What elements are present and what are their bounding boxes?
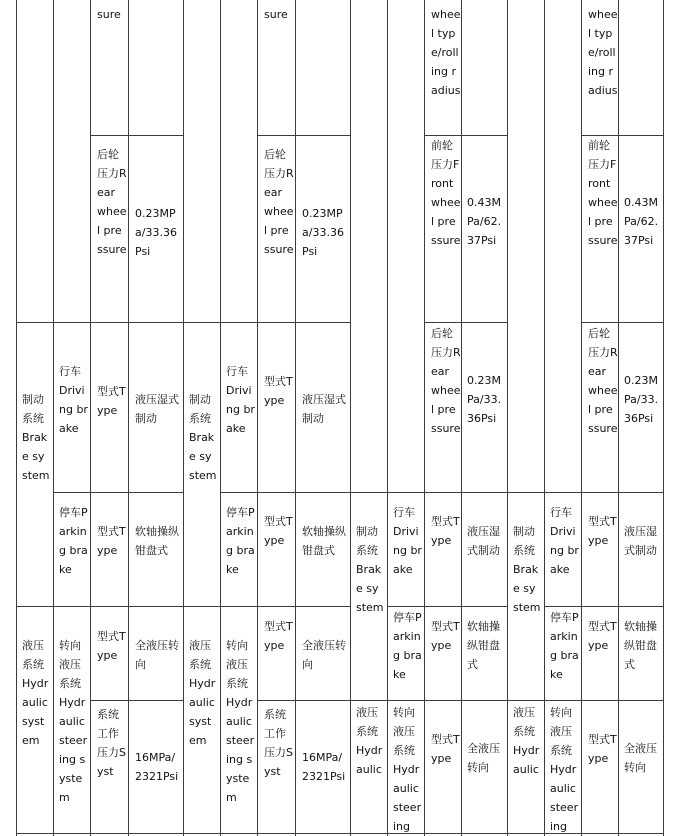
grid-line — [387, 0, 388, 836]
grid-line — [663, 0, 664, 836]
grid-line — [183, 606, 350, 607]
parking-brake-type-label: 型式Type — [431, 620, 460, 652]
grid-line — [295, 0, 296, 836]
front-wheel-pressure-label: 前轮压力Front wheel pressure — [431, 139, 461, 247]
grid-line — [183, 322, 350, 323]
steering-type-value: 全液压转向 — [467, 742, 500, 774]
driving-brake-type-label: 型式Type — [431, 515, 460, 547]
hydraulic-system-label: 液压系统Hydraulic system — [189, 639, 216, 747]
rear-wheel-pressure-value: 0.23MPa/33.36Psi — [467, 374, 502, 425]
driving-brake-type-value: 液压湿式制动 — [624, 525, 657, 557]
grid-line — [90, 0, 91, 836]
wheel-type-fragment: wheel type/rolling radius — [431, 8, 461, 97]
system-pressure-label: 系统工作压力Syst — [264, 708, 293, 778]
parking-brake-type-label: 型式Type — [588, 620, 617, 652]
system-pressure-value: 16MPa/2321Psi — [135, 751, 179, 783]
driving-brake-type-value: 液压湿式制动 — [135, 393, 179, 425]
system-pressure-value: 16MPa/2321Psi — [302, 751, 346, 783]
grid-line — [257, 135, 350, 136]
rear-wheel-pressure-label: 后轮压力Rear wheel pressure — [264, 148, 294, 256]
steering-type-label: 型式Type — [431, 733, 460, 765]
driving-brake-label: 行车Driving brake — [550, 506, 579, 576]
grid-line — [507, 492, 663, 493]
steering-hydraulic-label: 转向液压系统Hydraulic steering system — [226, 639, 255, 804]
tire-pressure-fragment: sure — [264, 8, 288, 21]
grid-line — [128, 0, 129, 836]
driving-brake-type-value: 液压湿式制动 — [302, 393, 346, 425]
rear-wheel-pressure-value: 0.23MPa/33.36Psi — [135, 207, 177, 258]
grid-line — [618, 0, 619, 836]
grid-line — [257, 700, 350, 701]
driving-brake-type-label: 型式Type — [588, 515, 617, 547]
system-pressure-label: 系统工作压力Syst — [97, 708, 126, 778]
front-wheel-pressure-value: 0.43MPa/62.37Psi — [467, 196, 502, 247]
grid-line — [53, 0, 54, 836]
front-wheel-pressure-value: 0.43MPa/62.37Psi — [624, 196, 659, 247]
steering-type-label: 型式Type — [588, 733, 617, 765]
grid-line — [90, 135, 183, 136]
wheel-type-fragment: wheel type/rolling radius — [588, 8, 618, 97]
grid-line — [183, 0, 184, 836]
parking-brake-label: 停车Parking brake — [550, 611, 579, 681]
brake-system-label: 制动系统Brake system — [189, 393, 217, 482]
steering-hydraulic-label: 转向液压系统Hydraulic steering system — [59, 639, 88, 804]
steering-hydraulic-label: 转向液压系统Hydraulic steering — [393, 706, 422, 833]
grid-line — [90, 700, 183, 701]
parking-brake-type-label: 型式Type — [97, 525, 126, 557]
steering-hydraulic-label: 转向液压系统Hydraulic steering — [550, 706, 579, 833]
rear-wheel-pressure-label: 后轮压力Rear wheel pressure — [431, 327, 461, 435]
grid-line — [16, 0, 17, 836]
grid-line — [424, 0, 425, 836]
driving-brake-type-label: 型式Type — [97, 385, 126, 417]
steering-type-value: 全液压转向 — [302, 639, 346, 671]
steering-type-value: 全液压转向 — [624, 742, 657, 774]
grid-line — [544, 0, 545, 836]
driving-brake-label: 行车Driving brake — [393, 506, 422, 576]
brake-system-label: 制动系统Brake system — [356, 525, 384, 614]
grid-line — [581, 0, 582, 836]
grid-line — [16, 322, 183, 323]
driving-brake-label: 行车Driving brake — [59, 365, 88, 435]
grid-line — [350, 492, 507, 493]
parking-brake-type-value: 软轴操纵钳盘式 — [624, 620, 657, 671]
brake-system-label: 制动系统Brake system — [22, 393, 50, 482]
parking-brake-type-value: 软轴操纵钳盘式 — [135, 525, 179, 557]
grid-line — [220, 492, 350, 493]
grid-line — [16, 606, 183, 607]
hydraulic-system-label: 液压系统Hydraulic system — [22, 639, 49, 747]
grid-line — [220, 0, 221, 836]
steering-type-label: 型式Type — [97, 630, 126, 662]
grid-line — [507, 700, 663, 701]
rear-wheel-pressure-label: 后轮压力Rear wheel pressure — [97, 148, 127, 256]
rear-wheel-pressure-value: 0.23MPa/33.36Psi — [624, 374, 659, 425]
hydraulic-system-label: 液压系统Hydraulic — [356, 706, 383, 776]
driving-brake-type-label: 型式Type — [264, 375, 293, 407]
steering-type-label: 型式Type — [264, 620, 293, 652]
grid-line — [581, 322, 663, 323]
steering-type-value: 全液压转向 — [135, 639, 179, 671]
grid-line — [461, 0, 462, 836]
brake-system-label: 制动系统Brake system — [513, 525, 541, 614]
tire-pressure-fragment: sure — [97, 8, 121, 21]
parking-brake-label: 停车Parking brake — [226, 506, 255, 576]
front-wheel-pressure-label: 前轮压力Front wheel pressure — [588, 139, 618, 247]
parking-brake-type-label: 型式Type — [264, 515, 293, 547]
rear-wheel-pressure-label: 后轮压力Rear wheel pressure — [588, 327, 618, 435]
driving-brake-type-value: 液压湿式制动 — [467, 525, 500, 557]
grid-line — [507, 0, 508, 836]
grid-line — [53, 492, 183, 493]
parking-brake-type-value: 软轴操纵钳盘式 — [467, 620, 500, 671]
driving-brake-label: 行车Driving brake — [226, 365, 255, 435]
parking-brake-label: 停车Parking brake — [59, 506, 88, 576]
grid-line — [350, 700, 507, 701]
hydraulic-system-label: 液压系统Hydraulic — [513, 706, 540, 776]
grid-line — [424, 322, 507, 323]
grid-line — [387, 606, 507, 607]
grid-line — [350, 0, 351, 836]
grid-line — [544, 606, 663, 607]
parking-brake-type-value: 软轴操纵钳盘式 — [302, 525, 346, 557]
grid-line — [257, 0, 258, 836]
parking-brake-label: 停车Parking brake — [393, 611, 422, 681]
rear-wheel-pressure-value: 0.23MPa/33.36Psi — [302, 207, 344, 258]
